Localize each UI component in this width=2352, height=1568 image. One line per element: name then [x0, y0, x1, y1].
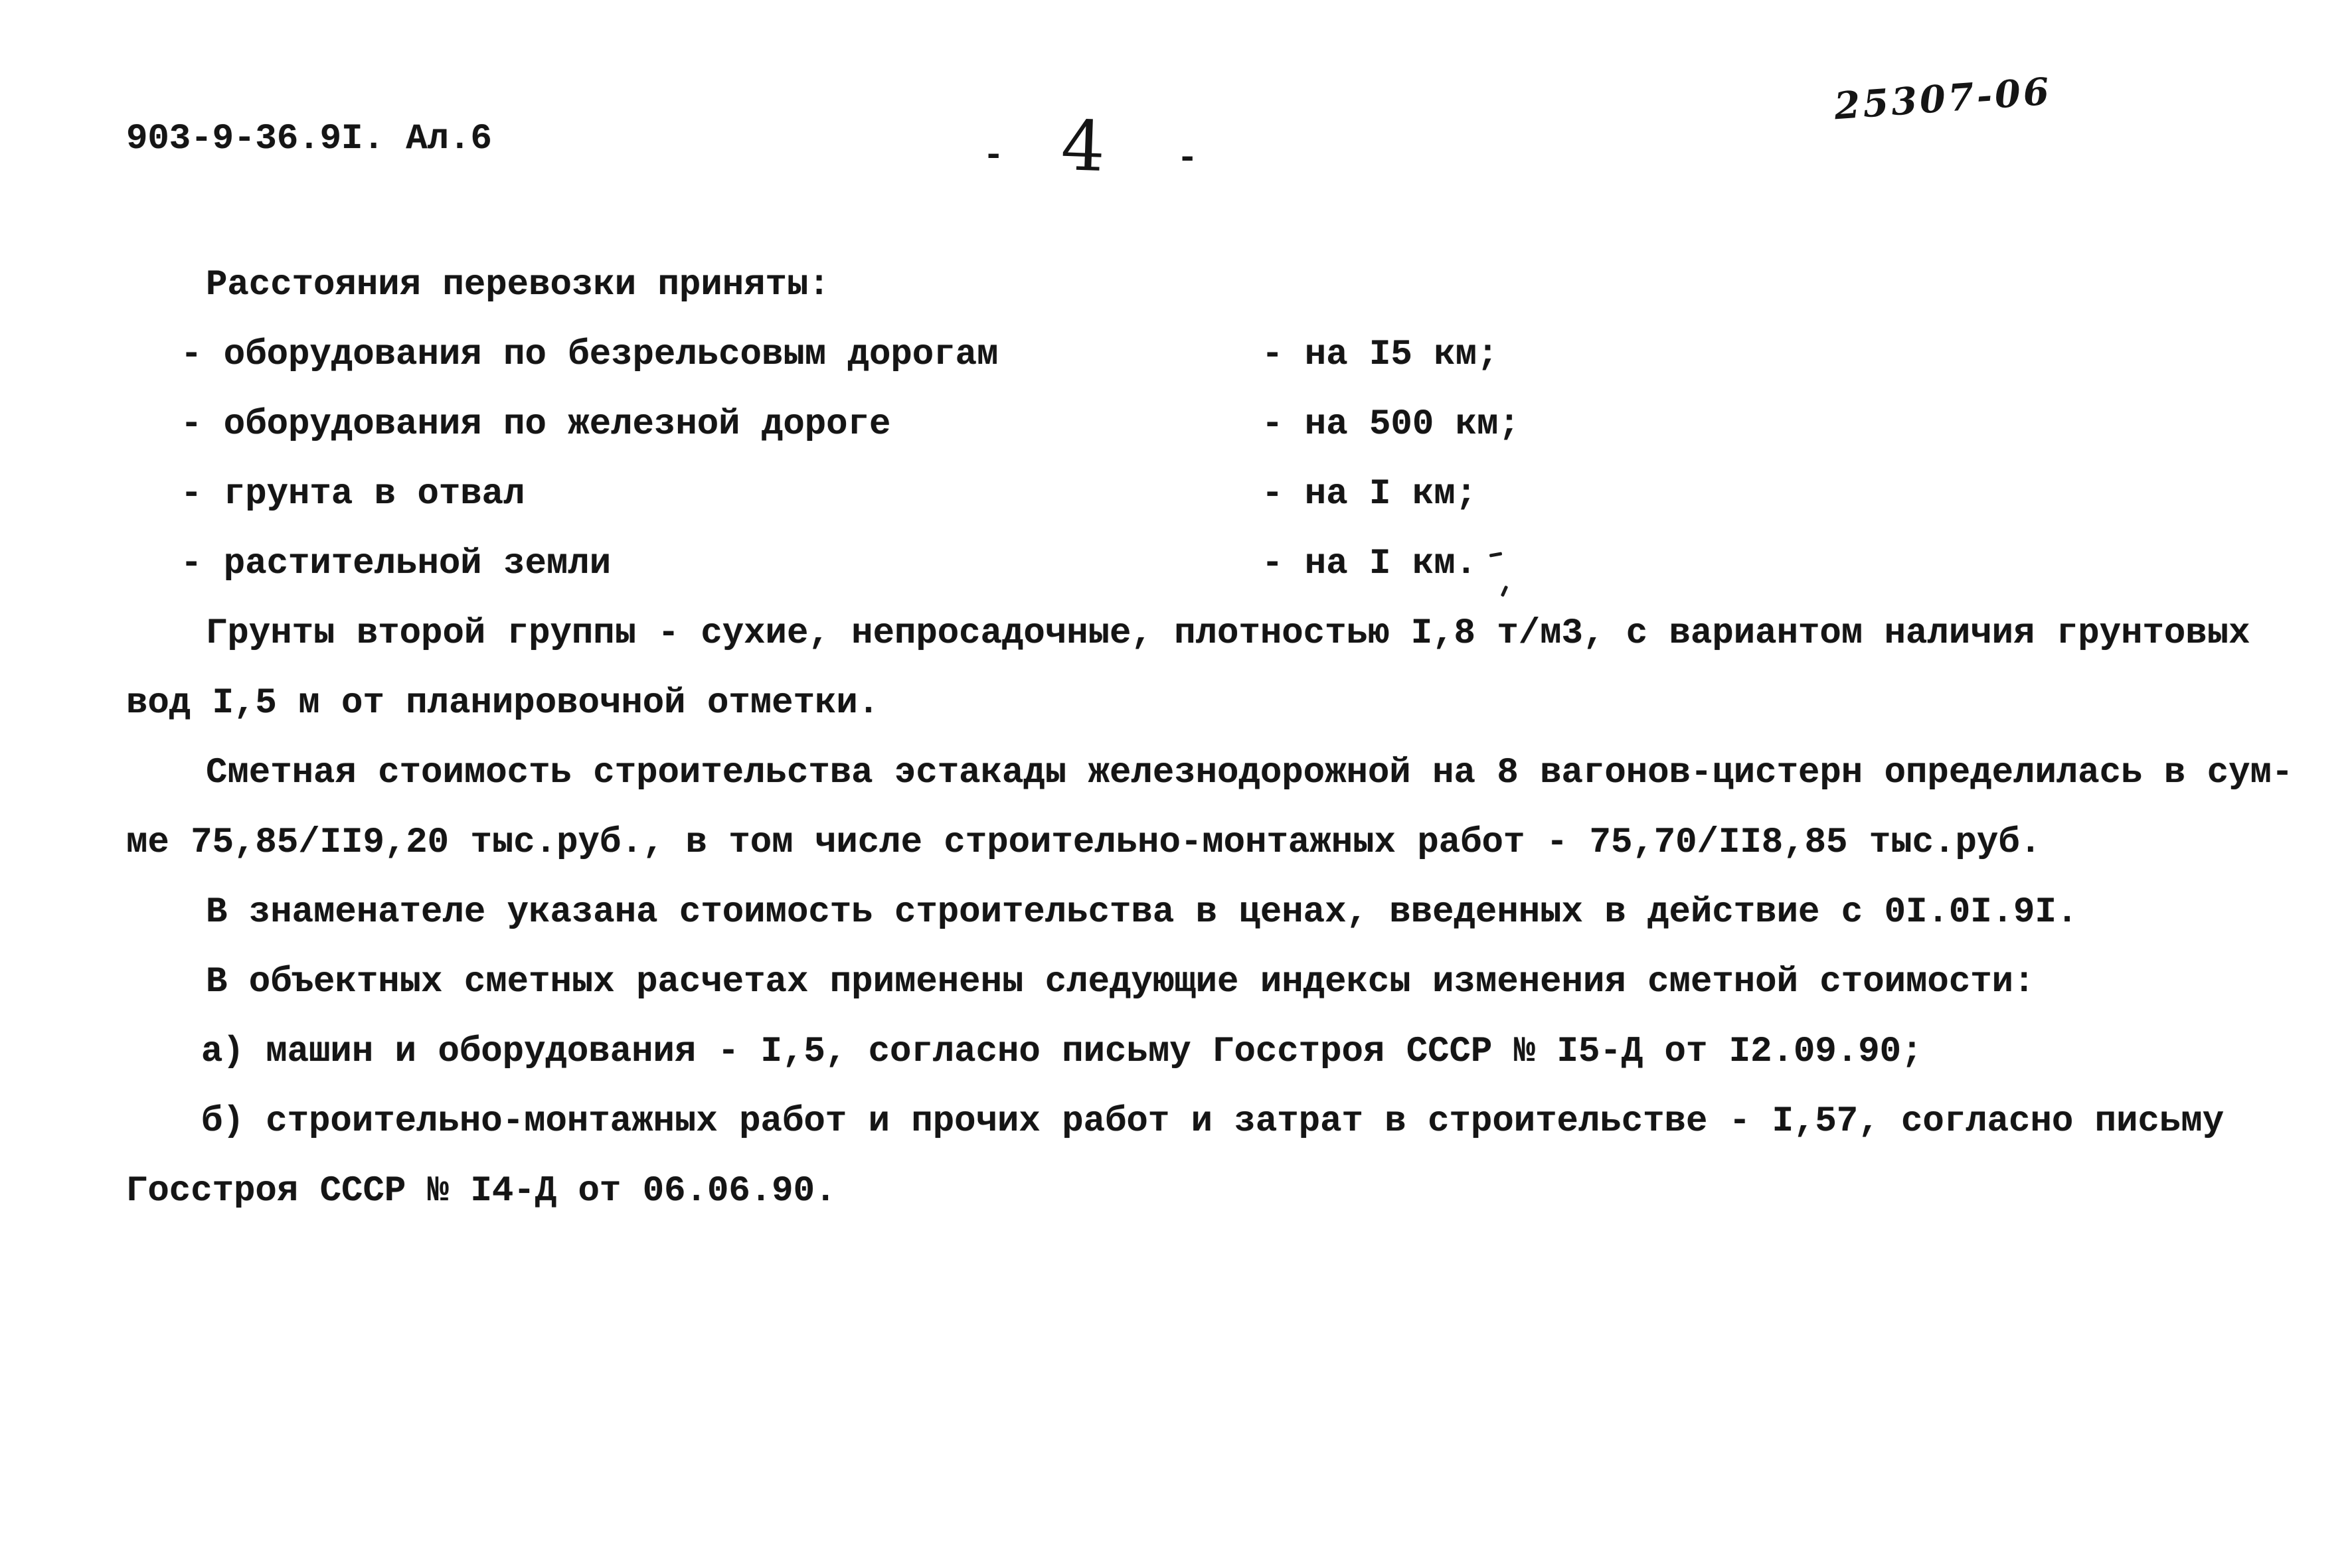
body-line: В знаменателе указана стоимость строительства в ценах, введенных в действие с 0I.0I.9I.: [206, 892, 2078, 933]
ink-mark: [1501, 586, 1508, 597]
distance-row: [0, 405, 2352, 446]
distance-value: - на I5 км;: [1262, 335, 1499, 375]
body-line: вод I,5 м от планировочной отметки.: [126, 683, 880, 724]
distance-row: [0, 544, 2352, 586]
distance-value: - на I км.: [1262, 544, 1477, 584]
document-code: 903-9-36.9I. Ал.6: [126, 119, 492, 159]
body-line: а) машин и оборудования - I,5, согласно письму Госстроя СССР № I5-Д от I2.09.90;: [201, 1032, 1923, 1072]
handwritten-stamp: 25307-06: [1833, 69, 2053, 129]
page-number: 4: [1059, 104, 1107, 188]
distance-label: - растительной земли: [181, 544, 612, 584]
distance-row: [0, 475, 2352, 516]
distance-label: - оборудования по железной дороге: [181, 404, 891, 445]
distance-row: [0, 335, 2352, 376]
body-line: Сметная стоимость строительства эстакады железнодорожной на 8 вагонов-цистерн определилась в сум-: [206, 753, 2294, 793]
body-line: Грунты второй группы - сухие, непросадочные, плотностью I,8 т/м3, с вариантом наличия грунтовых: [206, 613, 2250, 654]
distance-label: - оборудования по безрельсовым дорогам: [181, 335, 999, 375]
distance-label: - грунта в отвал: [181, 474, 525, 514]
distance-value: - на I км;: [1262, 474, 1477, 514]
page-number-dash-right: -: [1177, 139, 1199, 179]
body-line: В объектных сметных расчетах применены следующие индексы изменения сметной стоимости:: [206, 962, 2035, 1002]
body-line: ме 75,85/II9,20 тыс.руб., в том числе строительно-монтажных работ - 75,70/II8,85 тыс.руб.: [126, 823, 2042, 863]
body-line: Госстроя СССР № I4-Д от 06.06.90.: [126, 1171, 837, 1212]
body-line: б) строительно-монтажных работ и прочих работ и затрат в строительстве - I,57, согласно письму: [201, 1101, 2225, 1142]
page-number-dash-left: -: [983, 136, 1005, 177]
distance-value: - на 500 км;: [1262, 404, 1520, 445]
intro-line: Расстояния перевозки приняты:: [206, 265, 830, 305]
